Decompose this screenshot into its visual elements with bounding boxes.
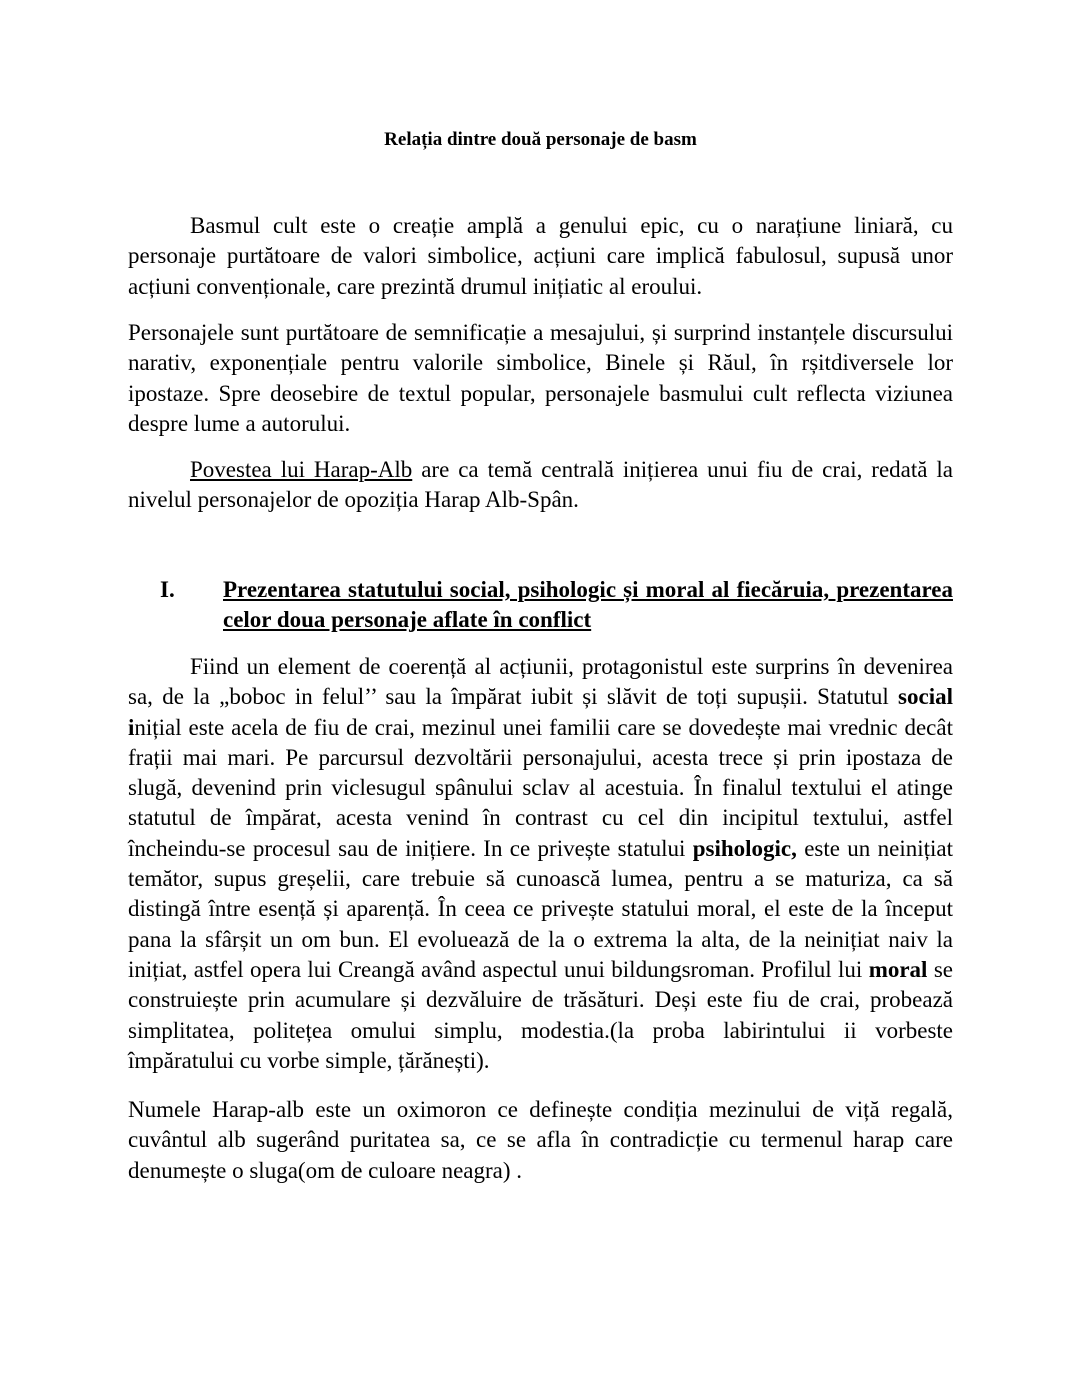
section-heading-text: Prezentarea statutului social, psihologic și moral al fiecăruia, prezentarea celor doua personaje aflate în conflict: [223, 577, 953, 633]
bold-text-social: social i: [128, 684, 953, 740]
document-title: Relația dintre două personaje de basm: [384, 129, 697, 150]
section-number: I.: [160, 577, 175, 602]
paragraph-intro: Basmul cult este o creație amplă a genului epic, cu o narațiune liniară, cu personaje purtătoare de valori simbolice, acțiuni care implică fabulosul, supusă unor acțiuni convenționale, care prezintă drumul inițiatic al eroului.: [128, 213, 953, 299]
paragraph-characters: Personajele sunt purtătoare de semnificație a mesajului, și surprind instanțele discursului narativ, exponențiale pentru valorile simbolice, Binele și Răul, în rșitdiversele lor ipostaze. Spre deosebire de textul popular, personajele basmului cult reflecta viziunea despre lume a autorului.: [128, 320, 953, 436]
text-span: nițial este acela de fiu de crai, mezinul unei familii care se dovedește mai vrednic decât frații mai mari. Pe parcursul dezvoltării personajului, acesta trece și prin ipostaza de slugă, devenind prin viclesugul spânului sclav al acestuia. În finalul textului el atinge statutul de împărat, acesta venind în contrast cu cel din incipitul textului, astfel încheindu-se procesul sau de inițiere. In ce privește statului: [128, 714, 953, 861]
paragraph-name-meaning: Numele Harap-alb este un oximoron ce definește condiția mezinului de viță regală, cuvântul alb sugerând puritatea sa, ce se afla în contradicție cu termenul harap care denumește o sluga(om de culoare neagra) .: [128, 1097, 953, 1183]
text-span: se construiește prin acumulare și dezvăluire de trăsături. Deși este fiu de crai, probează simplitatea, politețea omului simplu, modestia.(la proba labirintului ii vorbeste împăratului cu vorbe simple, țărănești).: [128, 956, 953, 1073]
paragraph-status: [128, 652, 953, 1076]
text-span: este un neinițiat temător, supus greșelii, care trebuie să cunoască lumea, pentru a se maturiza, ca să distingă între esență și aparență. În ceea ce privește statului moral, el este de la început pana la sfârșit un om bun. El evoluează de la o extrema la alta, de la neinițiat naiv la inițiat, astfel opera lui Creangă având aspectul unui bildungsroman. Profilul lui: [128, 835, 953, 982]
paragraph-theme: [128, 455, 953, 516]
bold-text-moral: moral: [868, 956, 928, 982]
text-span: Fiind un element de coerență al acțiunii, protagonistul este surprins în devenirea sa, de la „boboc in felul’’ sau la împărat iubit și slăvit de toți supușii. Statutul: [128, 654, 953, 710]
paragraph-theme-text: are ca temă centrală inițierea unui fiu de crai, redată la nivelul personajelor de opoziția Harap Alb-Spân.: [128, 457, 953, 513]
work-title-underlined: Povestea lui Harap-Alb: [190, 457, 413, 482]
bold-text-psihologic: psihologic,: [692, 835, 797, 861]
